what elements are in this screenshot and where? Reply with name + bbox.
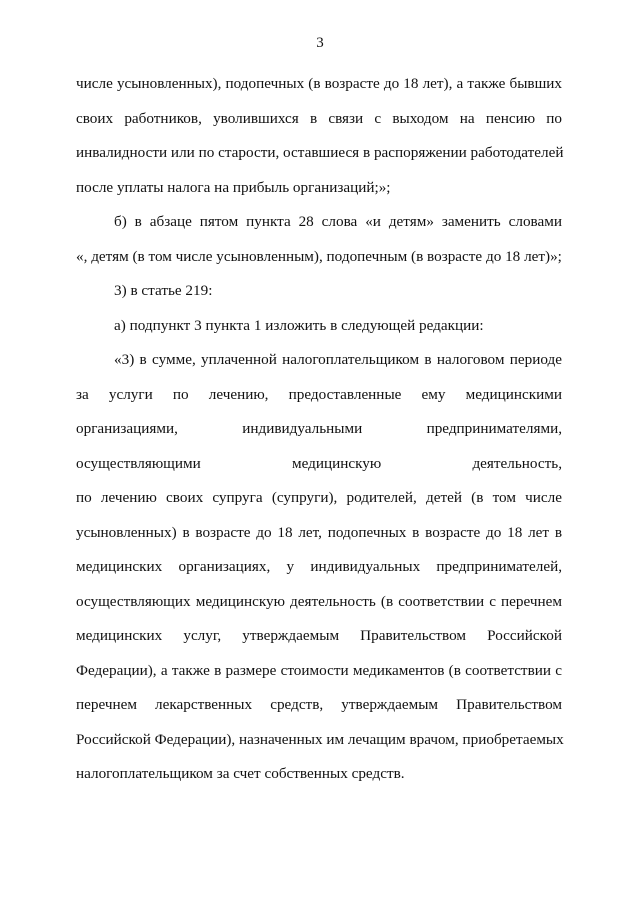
text-line: 3) в статье 219: xyxy=(114,282,213,299)
text-line: своих работников, уволившихся в связи с выходом на пенсию по xyxy=(76,109,562,127)
text-line: Российской Федерации), назначенных им лечащим врачом, приобретаемых xyxy=(76,730,564,748)
document-body xyxy=(76,67,562,792)
text-line: «3) в сумме, уплаченной налогоплательщиком в налоговом периоде xyxy=(114,351,562,368)
text-line: б) в абзаце пятом пункта 28 слова «и детям» заменить словами xyxy=(114,213,562,230)
text-line: медицинских организациях, у индивидуальных предпринимателей, xyxy=(76,558,562,575)
text-line: налогоплательщиком за счет собственных средств. xyxy=(76,765,405,782)
text-line: числе усыновленных), подопечных (в возрасте до 18 лет), а также бывших xyxy=(76,75,562,92)
text-line: осуществляющих медицинскую деятельность (в соответствии с перечнем xyxy=(76,592,562,610)
text-line: после уплаты налога на прибыль организаций;»; xyxy=(76,178,391,196)
text-line: медицинских услуг, утверждаемым Правительством Российской xyxy=(76,627,562,644)
text-line: осуществляющими медицинскую деятельность, xyxy=(76,454,562,472)
text-line: по лечению своих супруга (супруги), родителей, детей (в том числе xyxy=(76,489,562,506)
text-line: организациями, индивидуальными предпринимателями, xyxy=(76,420,562,437)
text-line: за услуги по лечению, предоставленные ему медицинскими xyxy=(76,385,562,403)
text-line: инвалидности или по старости, оставшиеся в распоряжении работодателей xyxy=(76,144,564,161)
text-line: «, детям (в том числе усыновленным), подопечным (в возрасте до 18 лет)»; xyxy=(76,247,562,265)
page-number: 3 xyxy=(316,35,324,51)
text-line: перечнем лекарственных средств, утверждаемым Правительством xyxy=(76,696,562,713)
text-line: Федерации), а также в размере стоимости медикаментов (в соответствии с xyxy=(76,661,562,679)
text-line: усыновленных) в возрасте до 18 лет, подопечных в возрасте до 18 лет в xyxy=(76,523,562,541)
text-line: а) подпункт 3 пункта 1 изложить в следующей редакции: xyxy=(114,316,484,334)
